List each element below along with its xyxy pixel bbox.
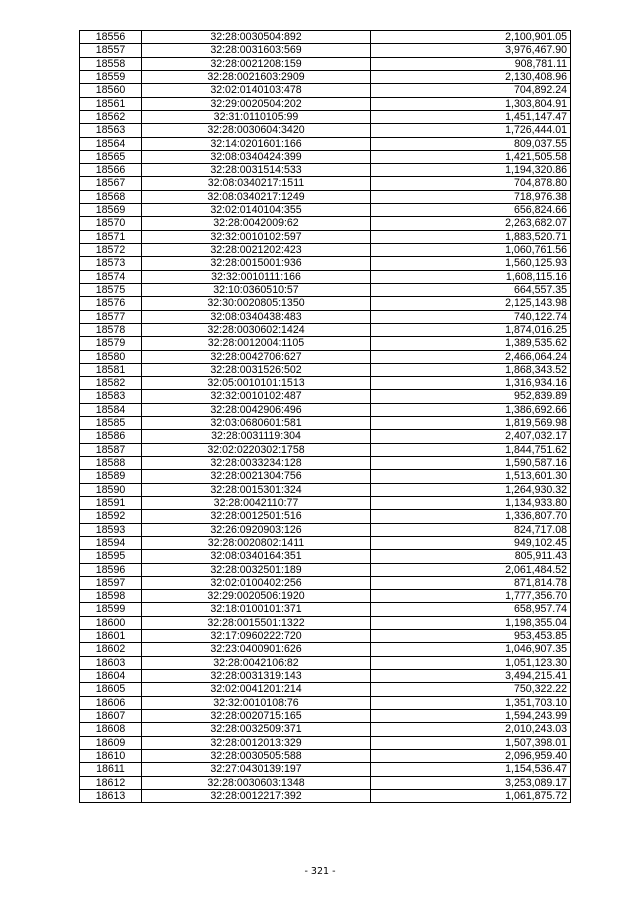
cadastral-value-cell: 1,590,587.16 bbox=[371, 457, 571, 470]
table-row bbox=[80, 723, 571, 736]
row-number-cell: 18560 bbox=[80, 84, 142, 97]
row-number-cell: 18579 bbox=[80, 337, 142, 350]
cadastral-value-cell: 1,264,930.32 bbox=[371, 483, 571, 496]
cadastral-number-cell: 32:28:0031526:502 bbox=[142, 363, 371, 376]
table-row bbox=[80, 776, 571, 789]
table-row bbox=[80, 630, 571, 643]
table-row bbox=[80, 110, 571, 123]
cadastral-number-cell: 32:28:0031319:143 bbox=[142, 670, 371, 683]
row-number-cell: 18589 bbox=[80, 470, 142, 483]
cadastral-number-cell: 32:28:0042906:496 bbox=[142, 403, 371, 416]
cadastral-number-cell: 32:30:0020805:1350 bbox=[142, 297, 371, 310]
cadastral-number-cell: 32:28:0042009:62 bbox=[142, 217, 371, 230]
cadastral-value-cell: 2,130,408.96 bbox=[371, 70, 571, 83]
cadastral-number-cell: 32:31:0110105:99 bbox=[142, 110, 371, 123]
cadastral-number-cell: 32:28:0020715:165 bbox=[142, 709, 371, 722]
cadastral-number-cell: 32:28:0032501:189 bbox=[142, 563, 371, 576]
row-number-cell: 18577 bbox=[80, 310, 142, 323]
cadastral-number-cell: 32:05:0010101:1513 bbox=[142, 377, 371, 390]
table-row bbox=[80, 390, 571, 403]
cadastral-value-cell: 952,839.89 bbox=[371, 390, 571, 403]
cadastral-value-cell: 824,717.08 bbox=[371, 523, 571, 536]
cadastral-number-cell: 32:08:0340164:351 bbox=[142, 550, 371, 563]
cadastral-value-cell: 1,046,907.35 bbox=[371, 643, 571, 656]
cadastral-number-cell: 32:28:0031119:304 bbox=[142, 430, 371, 443]
table-row bbox=[80, 190, 571, 203]
row-number-cell: 18601 bbox=[80, 630, 142, 643]
row-number-cell: 18603 bbox=[80, 656, 142, 669]
row-number-cell: 18563 bbox=[80, 124, 142, 137]
table-row bbox=[80, 124, 571, 137]
cadastral-value-cell: 1,777,356.70 bbox=[371, 590, 571, 603]
cadastral-value-cell: 2,061,484.52 bbox=[371, 563, 571, 576]
row-number-cell: 18556 bbox=[80, 31, 142, 44]
table-row bbox=[80, 736, 571, 749]
cadastral-number-cell: 32:02:0041201:214 bbox=[142, 683, 371, 696]
row-number-cell: 18605 bbox=[80, 683, 142, 696]
cadastral-value-cell: 953,453.85 bbox=[371, 630, 571, 643]
table-row bbox=[80, 483, 571, 496]
cadastral-value-cell: 2,125,143.98 bbox=[371, 297, 571, 310]
row-number-cell: 18559 bbox=[80, 70, 142, 83]
table-row bbox=[80, 550, 571, 563]
row-number-cell: 18596 bbox=[80, 563, 142, 576]
table-row bbox=[80, 496, 571, 509]
table-row bbox=[80, 31, 571, 44]
row-number-cell: 18612 bbox=[80, 776, 142, 789]
row-number-cell: 18584 bbox=[80, 403, 142, 416]
cadastral-number-cell: 32:17:0960222:720 bbox=[142, 630, 371, 643]
cadastral-value-cell: 1,386,692.66 bbox=[371, 403, 571, 416]
row-number-cell: 18574 bbox=[80, 270, 142, 283]
row-number-cell: 18569 bbox=[80, 204, 142, 217]
table-row bbox=[80, 696, 571, 709]
page-number: - 321 - bbox=[304, 866, 336, 877]
table-row bbox=[80, 217, 571, 230]
row-number-cell: 18580 bbox=[80, 350, 142, 363]
table-row bbox=[80, 603, 571, 616]
cadastral-value-cell: 908,781.11 bbox=[371, 57, 571, 70]
cadastral-value-cell: 2,407,032.17 bbox=[371, 430, 571, 443]
cadastral-value-cell: 805,911.43 bbox=[371, 550, 571, 563]
row-number-cell: 18608 bbox=[80, 723, 142, 736]
cadastral-number-cell: 32:03:0680601:581 bbox=[142, 417, 371, 430]
cadastral-number-cell: 32:28:0030604:3420 bbox=[142, 124, 371, 137]
cadastral-number-cell: 32:14:0201601:166 bbox=[142, 137, 371, 150]
cadastral-value-cell: 1,303,804.91 bbox=[371, 97, 571, 110]
table-row bbox=[80, 536, 571, 549]
table-row bbox=[80, 749, 571, 762]
table-row bbox=[80, 510, 571, 523]
cadastral-value-cell: 658,957.74 bbox=[371, 603, 571, 616]
row-number-cell: 18602 bbox=[80, 643, 142, 656]
cadastral-value-cell: 809,037.55 bbox=[371, 137, 571, 150]
table-row bbox=[80, 656, 571, 669]
cadastral-number-cell: 32:28:0030603:1348 bbox=[142, 776, 371, 789]
cadastral-number-cell: 32:28:0031514:533 bbox=[142, 164, 371, 177]
cadastral-value-cell: 1,316,934.16 bbox=[371, 377, 571, 390]
cadastral-value-cell: 1,061,875.72 bbox=[371, 789, 571, 802]
cadastral-value-cell: 1,451,147.47 bbox=[371, 110, 571, 123]
table-row bbox=[80, 643, 571, 656]
row-number-cell: 18562 bbox=[80, 110, 142, 123]
cadastral-value-cell: 871,814.78 bbox=[371, 576, 571, 589]
cadastral-value-cell: 740,122.74 bbox=[371, 310, 571, 323]
row-number-cell: 18572 bbox=[80, 244, 142, 257]
row-number-cell: 18567 bbox=[80, 177, 142, 190]
row-number-cell: 18586 bbox=[80, 430, 142, 443]
table-row bbox=[80, 417, 571, 430]
table-row bbox=[80, 789, 571, 802]
cadastral-number-cell: 32:28:0042110:77 bbox=[142, 496, 371, 509]
cadastral-value-cell: 1,513,601.30 bbox=[371, 470, 571, 483]
cadastral-number-cell: 32:28:0012217:392 bbox=[142, 789, 371, 802]
table-row bbox=[80, 443, 571, 456]
cadastral-value-cell: 704,892.24 bbox=[371, 84, 571, 97]
cadastral-value-cell: 2,466,064.24 bbox=[371, 350, 571, 363]
row-number-cell: 18564 bbox=[80, 137, 142, 150]
cadastral-number-cell: 32:08:0340217:1249 bbox=[142, 190, 371, 203]
cadastral-number-cell: 32:02:0100402:256 bbox=[142, 576, 371, 589]
table-row bbox=[80, 350, 571, 363]
row-number-cell: 18594 bbox=[80, 536, 142, 549]
row-number-cell: 18609 bbox=[80, 736, 142, 749]
cadastral-value-cell: 664,557.35 bbox=[371, 283, 571, 296]
row-number-cell: 18595 bbox=[80, 550, 142, 563]
row-number-cell: 18588 bbox=[80, 457, 142, 470]
row-number-cell: 18611 bbox=[80, 763, 142, 776]
row-number-cell: 18565 bbox=[80, 150, 142, 163]
row-number-cell: 18587 bbox=[80, 443, 142, 456]
cadastral-value-cell: 949,102.45 bbox=[371, 536, 571, 549]
table-row bbox=[80, 709, 571, 722]
cadastral-number-cell: 32:02:0140104:355 bbox=[142, 204, 371, 217]
cadastral-number-cell: 32:08:0340217:1511 bbox=[142, 177, 371, 190]
cadastral-number-cell: 32:27:0430139:197 bbox=[142, 763, 371, 776]
cadastral-number-cell: 32:32:0010102:597 bbox=[142, 230, 371, 243]
table-row bbox=[80, 457, 571, 470]
cadastral-number-cell: 32:26:0920903:126 bbox=[142, 523, 371, 536]
cadastral-number-cell: 32:28:0042106:82 bbox=[142, 656, 371, 669]
cadastral-value-cell: 1,868,343.52 bbox=[371, 363, 571, 376]
cadastral-value-cell: 1,421,505.58 bbox=[371, 150, 571, 163]
cadastral-value-cell: 1,819,569.98 bbox=[371, 417, 571, 430]
row-number-cell: 18610 bbox=[80, 749, 142, 762]
row-number-cell: 18600 bbox=[80, 616, 142, 629]
cadastral-number-cell: 32:08:0340424:399 bbox=[142, 150, 371, 163]
cadastral-value-cell: 1,874,016.25 bbox=[371, 323, 571, 336]
row-number-cell: 18568 bbox=[80, 190, 142, 203]
row-number-cell: 18570 bbox=[80, 217, 142, 230]
cadastral-number-cell: 32:28:0032509:371 bbox=[142, 723, 371, 736]
cadastral-value-cell: 2,263,682.07 bbox=[371, 217, 571, 230]
cadastral-number-cell: 32:28:0030602:1424 bbox=[142, 323, 371, 336]
cadastral-value-cell: 1,726,444.01 bbox=[371, 124, 571, 137]
cadastral-number-cell: 32:28:0015301:324 bbox=[142, 483, 371, 496]
row-number-cell: 18571 bbox=[80, 230, 142, 243]
row-number-cell: 18604 bbox=[80, 670, 142, 683]
cadastral-value-cell: 750,322.22 bbox=[371, 683, 571, 696]
table-row bbox=[80, 44, 571, 57]
cadastral-number-cell: 32:28:0021304:756 bbox=[142, 470, 371, 483]
table-row bbox=[80, 430, 571, 443]
cadastral-number-cell: 32:29:0020504:202 bbox=[142, 97, 371, 110]
cadastral-number-cell: 32:28:0012501:516 bbox=[142, 510, 371, 523]
row-number-cell: 18582 bbox=[80, 377, 142, 390]
cadastral-value-cell: 1,351,703.10 bbox=[371, 696, 571, 709]
row-number-cell: 18606 bbox=[80, 696, 142, 709]
table-row bbox=[80, 377, 571, 390]
row-number-cell: 18607 bbox=[80, 709, 142, 722]
table-row bbox=[80, 403, 571, 416]
table-row bbox=[80, 683, 571, 696]
table-row bbox=[80, 70, 571, 83]
cadastral-number-cell: 32:28:0021202:423 bbox=[142, 244, 371, 257]
cadastral-number-cell: 32:28:0030504:892 bbox=[142, 31, 371, 44]
cadastral-value-cell: 1,336,807.70 bbox=[371, 510, 571, 523]
cadastral-value-cell: 1,389,535.62 bbox=[371, 337, 571, 350]
cadastral-number-cell: 32:28:0015501:1322 bbox=[142, 616, 371, 629]
cadastral-number-cell: 32:32:0010102:487 bbox=[142, 390, 371, 403]
cadastral-number-cell: 32:28:0030505:588 bbox=[142, 749, 371, 762]
cadastral-number-cell: 32:28:0021603:2909 bbox=[142, 70, 371, 83]
cadastral-number-cell: 32:08:0340438:483 bbox=[142, 310, 371, 323]
table-row bbox=[80, 97, 571, 110]
table-row bbox=[80, 337, 571, 350]
cadastral-number-cell: 32:28:0012013:329 bbox=[142, 736, 371, 749]
cadastral-value-cell: 718,976.38 bbox=[371, 190, 571, 203]
row-number-cell: 18590 bbox=[80, 483, 142, 496]
table-row bbox=[80, 590, 571, 603]
row-number-cell: 18598 bbox=[80, 590, 142, 603]
cadastral-number-cell: 32:29:0020506:1920 bbox=[142, 590, 371, 603]
table-row bbox=[80, 363, 571, 376]
cadastral-number-cell: 32:28:0033234:128 bbox=[142, 457, 371, 470]
table-row bbox=[80, 230, 571, 243]
row-number-cell: 18592 bbox=[80, 510, 142, 523]
cadastral-number-cell: 32:28:0031603:569 bbox=[142, 44, 371, 57]
cadastral-value-cell: 2,010,243.03 bbox=[371, 723, 571, 736]
cadastral-value-cell: 1,560,125.93 bbox=[371, 257, 571, 270]
table-row bbox=[80, 257, 571, 270]
table-row bbox=[80, 244, 571, 257]
cadastral-number-cell: 32:28:0020802:1411 bbox=[142, 536, 371, 549]
table-row bbox=[80, 204, 571, 217]
cadastral-value-cell: 1,594,243.99 bbox=[371, 709, 571, 722]
row-number-cell: 18573 bbox=[80, 257, 142, 270]
cadastral-value-cell: 1,051,123.30 bbox=[371, 656, 571, 669]
table-row bbox=[80, 84, 571, 97]
cadastral-value-cell: 1,883,520.71 bbox=[371, 230, 571, 243]
row-number-cell: 18599 bbox=[80, 603, 142, 616]
row-number-cell: 18558 bbox=[80, 57, 142, 70]
row-number-cell: 18581 bbox=[80, 363, 142, 376]
cadastral-number-cell: 32:18:0100101:371 bbox=[142, 603, 371, 616]
table-row bbox=[80, 283, 571, 296]
row-number-cell: 18585 bbox=[80, 417, 142, 430]
cadastral-value-table bbox=[79, 30, 571, 803]
table-row bbox=[80, 670, 571, 683]
row-number-cell: 18593 bbox=[80, 523, 142, 536]
table-row bbox=[80, 164, 571, 177]
row-number-cell: 18597 bbox=[80, 576, 142, 589]
table-body bbox=[80, 31, 571, 803]
cadastral-value-cell: 1,507,398.01 bbox=[371, 736, 571, 749]
table-row bbox=[80, 576, 571, 589]
table-row bbox=[80, 470, 571, 483]
cadastral-value-cell: 3,253,089.17 bbox=[371, 776, 571, 789]
cadastral-value-cell: 1,060,761.56 bbox=[371, 244, 571, 257]
cadastral-number-cell: 32:02:0140103:478 bbox=[142, 84, 371, 97]
row-number-cell: 18576 bbox=[80, 297, 142, 310]
cadastral-number-cell: 32:28:0015001:936 bbox=[142, 257, 371, 270]
table-row bbox=[80, 616, 571, 629]
table-row bbox=[80, 150, 571, 163]
row-number-cell: 18561 bbox=[80, 97, 142, 110]
row-number-cell: 18575 bbox=[80, 283, 142, 296]
cadastral-number-cell: 32:28:0042706:627 bbox=[142, 350, 371, 363]
cadastral-number-cell: 32:32:0010111:166 bbox=[142, 270, 371, 283]
cadastral-number-cell: 32:28:0012004:1105 bbox=[142, 337, 371, 350]
cadastral-value-cell: 1,134,933.80 bbox=[371, 496, 571, 509]
cadastral-value-cell: 1,608,115.16 bbox=[371, 270, 571, 283]
cadastral-number-cell: 32:23:0400901:626 bbox=[142, 643, 371, 656]
cadastral-value-cell: 3,494,215.41 bbox=[371, 670, 571, 683]
cadastral-value-cell: 2,100,901.05 bbox=[371, 31, 571, 44]
cadastral-value-cell: 704,878.80 bbox=[371, 177, 571, 190]
row-number-cell: 18613 bbox=[80, 789, 142, 802]
cadastral-value-cell: 1,194,320.86 bbox=[371, 164, 571, 177]
table-row bbox=[80, 563, 571, 576]
table-row bbox=[80, 763, 571, 776]
table-row bbox=[80, 137, 571, 150]
cadastral-value-cell: 1,198,355.04 bbox=[371, 616, 571, 629]
row-number-cell: 18578 bbox=[80, 323, 142, 336]
row-number-cell: 18583 bbox=[80, 390, 142, 403]
row-number-cell: 18591 bbox=[80, 496, 142, 509]
cadastral-value-cell: 656,824.66 bbox=[371, 204, 571, 217]
cadastral-number-cell: 32:10:0360510:57 bbox=[142, 283, 371, 296]
cadastral-value-cell: 1,154,536.47 bbox=[371, 763, 571, 776]
table-row bbox=[80, 177, 571, 190]
cadastral-value-cell: 3,976,467.90 bbox=[371, 44, 571, 57]
cadastral-value-cell: 1,844,751.62 bbox=[371, 443, 571, 456]
table-row bbox=[80, 270, 571, 283]
row-number-cell: 18566 bbox=[80, 164, 142, 177]
row-number-cell: 18557 bbox=[80, 44, 142, 57]
cadastral-number-cell: 32:02:0220302:1758 bbox=[142, 443, 371, 456]
cadastral-number-cell: 32:28:0021208:159 bbox=[142, 57, 371, 70]
table-row bbox=[80, 323, 571, 336]
table-row bbox=[80, 297, 571, 310]
table-row bbox=[80, 57, 571, 70]
cadastral-value-cell: 2,096,959.40 bbox=[371, 749, 571, 762]
table-row bbox=[80, 523, 571, 536]
cadastral-number-cell: 32:32:0010108:76 bbox=[142, 696, 371, 709]
table-row bbox=[80, 310, 571, 323]
